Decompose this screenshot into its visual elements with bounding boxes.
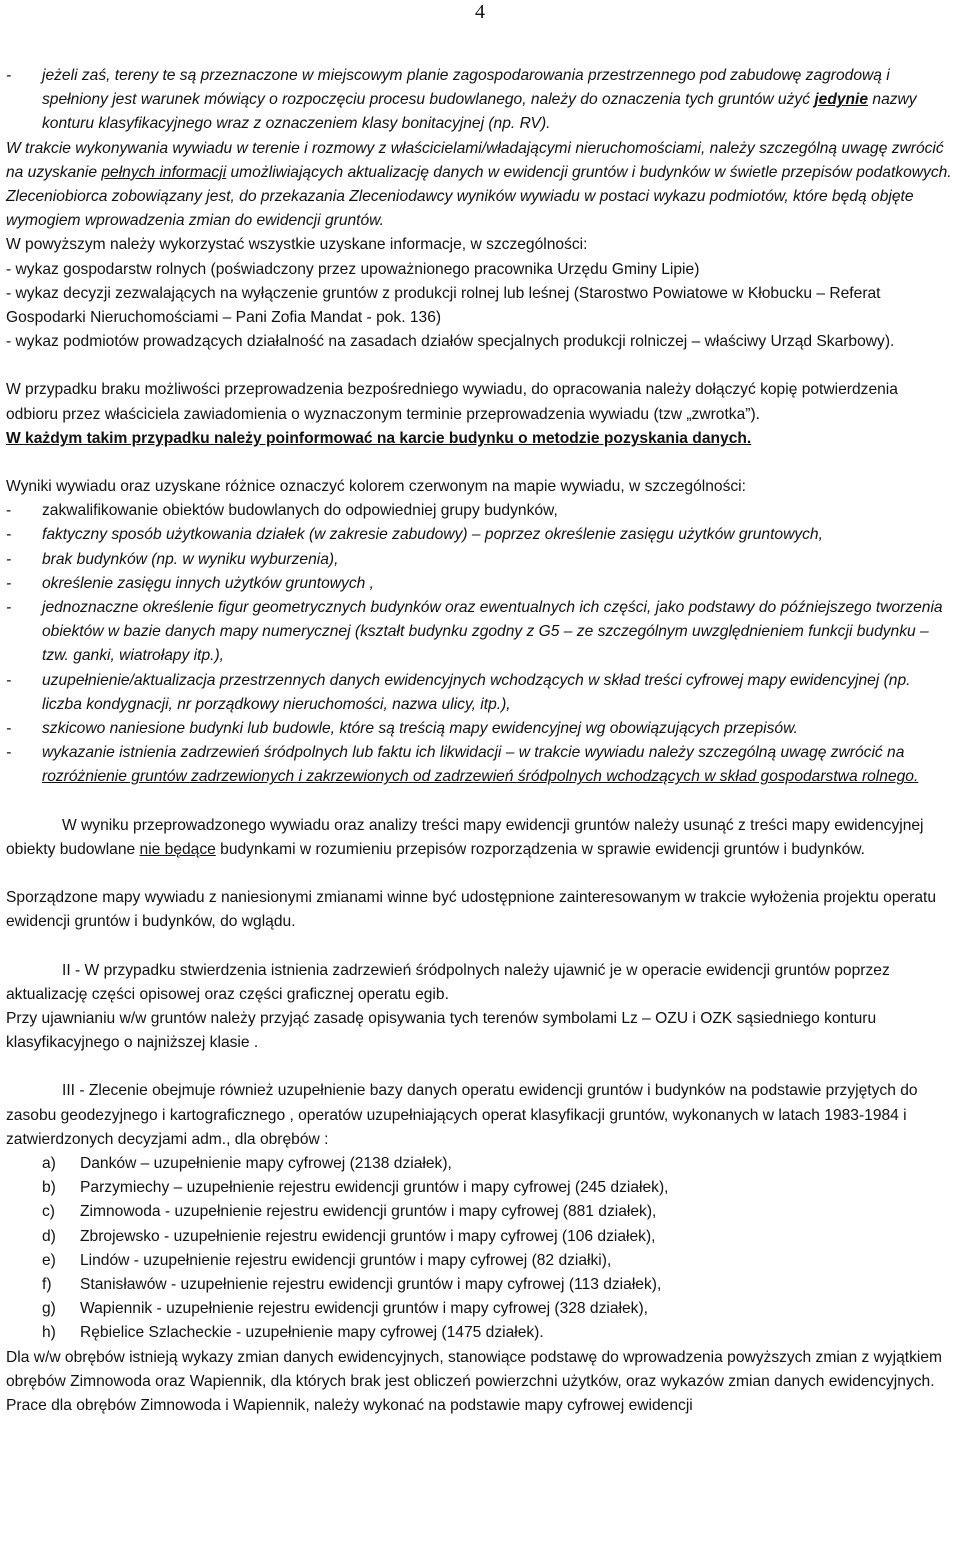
wyniki-list-item: - określenie zasięgu innych użytków gruntowych , — [6, 574, 374, 592]
wyniki-list-item: - uzupełnienie/aktualizacja przestrzennych danych ewidencyjnych wchodzących w skład treści cyfrowej mapy ewidencyjnej (np. liczba kondygnacji, nr porządkowy nieruchomości, nazwa ulicy, itp.), — [6, 671, 911, 713]
wyniki-list-item: - wykazanie istnienia zadrzewień śródpolnych lub faktu ich likwidacji – w trakcie wywiadu należy szczególną uwagę zwrócić na rozróżnienie gruntów zadrzewionych i zakrzewionych od zadrzewień śródpolnych wchodzących w skład gospodarstwa rolnego. — [6, 744, 919, 786]
paragraph-usunac: W wyniku przeprowadzonego wywiadu oraz analizy treści mapy ewidencji gruntów należy usunąć z treści mapy ewidencyjnej obiekty budowlane nie będące budynkami w rozumieniu przepisów rozporządzenia w sprawie ewidencji gruntów i budynków. — [6, 816, 924, 858]
obreb-list-item: c) Zimnowoda - uzupełnienie rejestru ewidencji gruntów i mapy cyfrowej (881 działek), — [42, 1203, 657, 1221]
wyniki-list-item: - jednoznaczne określenie figur geometrycznych budynków oraz ewentualnych ich części, jako podstawy do późniejszego tworzenia obiektów w bazie danych mapy numerycznej (kształt budynku zgodny z G5 – ze szczególnym uwzględnieniem funkcji budynku – tzw. ganki, wiatrołapy itp.), — [6, 599, 943, 665]
paragraph-section-iii: III - Zlecenie obejmuje również uzupełnienie bazy danych operatu ewidencji gruntów i budynków na podstawie przyjętych do zasobu geodezyjnego i kartograficznego , operatów uzupełniających operat klasyfikacji gruntów, wykonanych w latach 1983-1984 i zatwierdzonych decyzjami adm., dla obrębów : — [6, 1082, 918, 1148]
paragraph-kazdym-bold: W każdym takim przypadku należy poinformować na karcie budynku o metodzie pozyskania danych. — [6, 429, 752, 447]
obreb-list-item: a) Danków – uzupełnienie mapy cyfrowej (2138 działek), — [42, 1154, 452, 1172]
underlined-phrase: rozróżnienie gruntów zadrzewionych i zakrzewionych od zadrzewień śródpolnych wchodzących w skład gospodarstwa rolnego. — [42, 768, 919, 786]
obreb-list-item: g) Wapiennik - uzupełnienie rejestru ewidencji gruntów i mapy cyfrowej (328 działek), — [42, 1300, 648, 1318]
paragraph-sporzadzone: Sporządzone mapy wywiadu z naniesionymi zmianami winne być udostępnione zainteresowanym w trakcie wyłożenia projektu operatu ewidencji gruntów i budynków, do wglądu. — [6, 889, 937, 931]
emphasis-jedynie: jedynie — [814, 91, 869, 109]
wyniki-list-item: - zakwalifikowanie obiektów budowlanych do odpowiedniej grupy budynków, — [6, 502, 558, 520]
paragraph-zleceniobiorca: Zleceniobiorca zobowiązany jest, do przekazania Zleceniodawcy wyników wywiadu w postaci wykazu podmiotów, które będą objęte wymogiem wprowadzenia zmian do ewidencji gruntów. — [6, 188, 914, 230]
page-content — [6, 64, 952, 1418]
wyniki-list-item: - szkicowo naniesione budynki lub budowle, które są treścią mapy ewidencyjnej wg obowiązujących przepisów. — [6, 720, 798, 738]
obreb-list-item: b) Parzymiechy – uzupełnienie rejestru ewidencji gruntów i mapy cyfrowej (245 działek), — [42, 1179, 669, 1197]
intro-list-item — [6, 64, 952, 137]
obreb-list-item: h) Rębielice Szlacheckie - uzupełnienie mapy cyfrowej (1475 działek). — [42, 1324, 544, 1342]
obreb-list-item: e) Lindów - uzupełnienie rejestru ewidencji gruntów i mapy cyfrowej (82 działki), — [42, 1251, 612, 1269]
underlined-phrase: nie będące — [139, 840, 216, 858]
paragraph-ujawnianiu: Przy ujawnianiu w/w gruntów należy przyjąć zasadę opisywania tych terenów symbolami Lz – OZU i OZK sąsiedniego konturu klasyfikacyjnego o najniższej klasie . — [6, 1009, 877, 1052]
paragraph-wyniki: Wyniki wywiadu oraz uzyskane różnice oznaczyć kolorem czerwonym na mapie wywiadu, w szczególności: — [6, 478, 746, 496]
wykaz-item: - wykaz podmiotów prowadzących działalność na zasadach działów specjalnych produkcji rolniczej – właściwy Urząd Skarbowy). — [6, 333, 895, 351]
paragraph-section-ii: II - W przypadku stwierdzenia istnienia zadrzewień śródpolnych należy ujawnić je w operacie ewidencji gruntów poprzez aktualizację części opisowej oraz części graficznej operatu egib. — [6, 961, 890, 1003]
paragraph-wywiad: W trakcie wykonywania wywiadu w terenie i rozmowy z właścicielami/władającymi nieruchomościami, należy szczególną uwagę zwrócić na uzyskanie pełnych informacji umożliwiających aktualizację danych w ewidencji gruntów i budynków w świetle przepisów podatkowych. — [6, 139, 952, 181]
obreb-list-item: d) Zbrojewsko - uzupełnienie rejestru ewidencji gruntów i mapy cyfrowej (106 działek), — [42, 1227, 656, 1245]
list-marker: - — [6, 67, 12, 84]
list-text: jeżeli zaś, tereny te są przeznaczone w miejscowym planie zagospodarowania przestrzennego pod zabudowę zagrodową i spełniony jest warunek mówiący o rozpoczęciu procesu budowlanego, należy do oznaczenia tych gruntów użyć jedynie nazwy konturu klasyfikacyjnego wraz z oznaczeniem klasy bonitacyjnej (np. RV). — [42, 67, 917, 133]
wyniki-list-item: - brak budynków (np. w wyniku wyburzenia), — [6, 550, 339, 568]
wykaz-item: - wykaz decyzji zezwalających na wyłączenie gruntów z produkcji rolnej lub leśnej (Starostwo Powiatowe w Kłobucku – Referat Gospodarki Nieruchomościami – Pani Zofia Mandat - pok. 136) — [6, 284, 881, 327]
underlined-phrase: pełnych informacji — [101, 163, 227, 181]
obreb-list-item: f) Stanisławów - uzupełnienie rejestru ewidencji gruntów i mapy cyfrowej (113 działek), — [42, 1275, 662, 1293]
paragraph-final: Dla w/w obrębów istnieją wykazy zmian danych ewidencyjnych, stanowiące podstawę do wprowadzenia powyższych zmian z wyjątkiem obrębów Zimnowoda oraz Wapiennik, dla których brak jest obliczeń powierzchni użytków, oraz wykazów zmian danych ewidencyjnych. Prace dla obrębów Zimnowoda i Wapiennik, należy wykonać na podstawie mapy cyfrowej ewidencji — [6, 1348, 943, 1414]
page-number: 4 — [475, 1, 485, 23]
wyniki-list-item: - faktyczny sposób użytkowania działek (w zakresie zabudowy) – poprzez określenie zasięgu użytków gruntowych, — [6, 526, 823, 544]
wykaz-item: - wykaz gospodarstw rolnych (poświadczony przez upoważnionego pracownika Urzędu Gminy Lipie) — [6, 260, 700, 278]
paragraph-powyzszym: W powyższym należy wykorzystać wszystkie uzyskane informacje, w szczególności: — [6, 236, 588, 254]
paragraph-braku: W przypadku braku możliwości przeprowadzenia bezpośredniego wywiadu, do opracowania należy dołączyć kopię potwierdzenia odbioru przez właściciela zawiadomienia o wyznaczonym terminie przeprowadzenia wywiadu (tzw „zwrotka”). — [6, 381, 898, 423]
